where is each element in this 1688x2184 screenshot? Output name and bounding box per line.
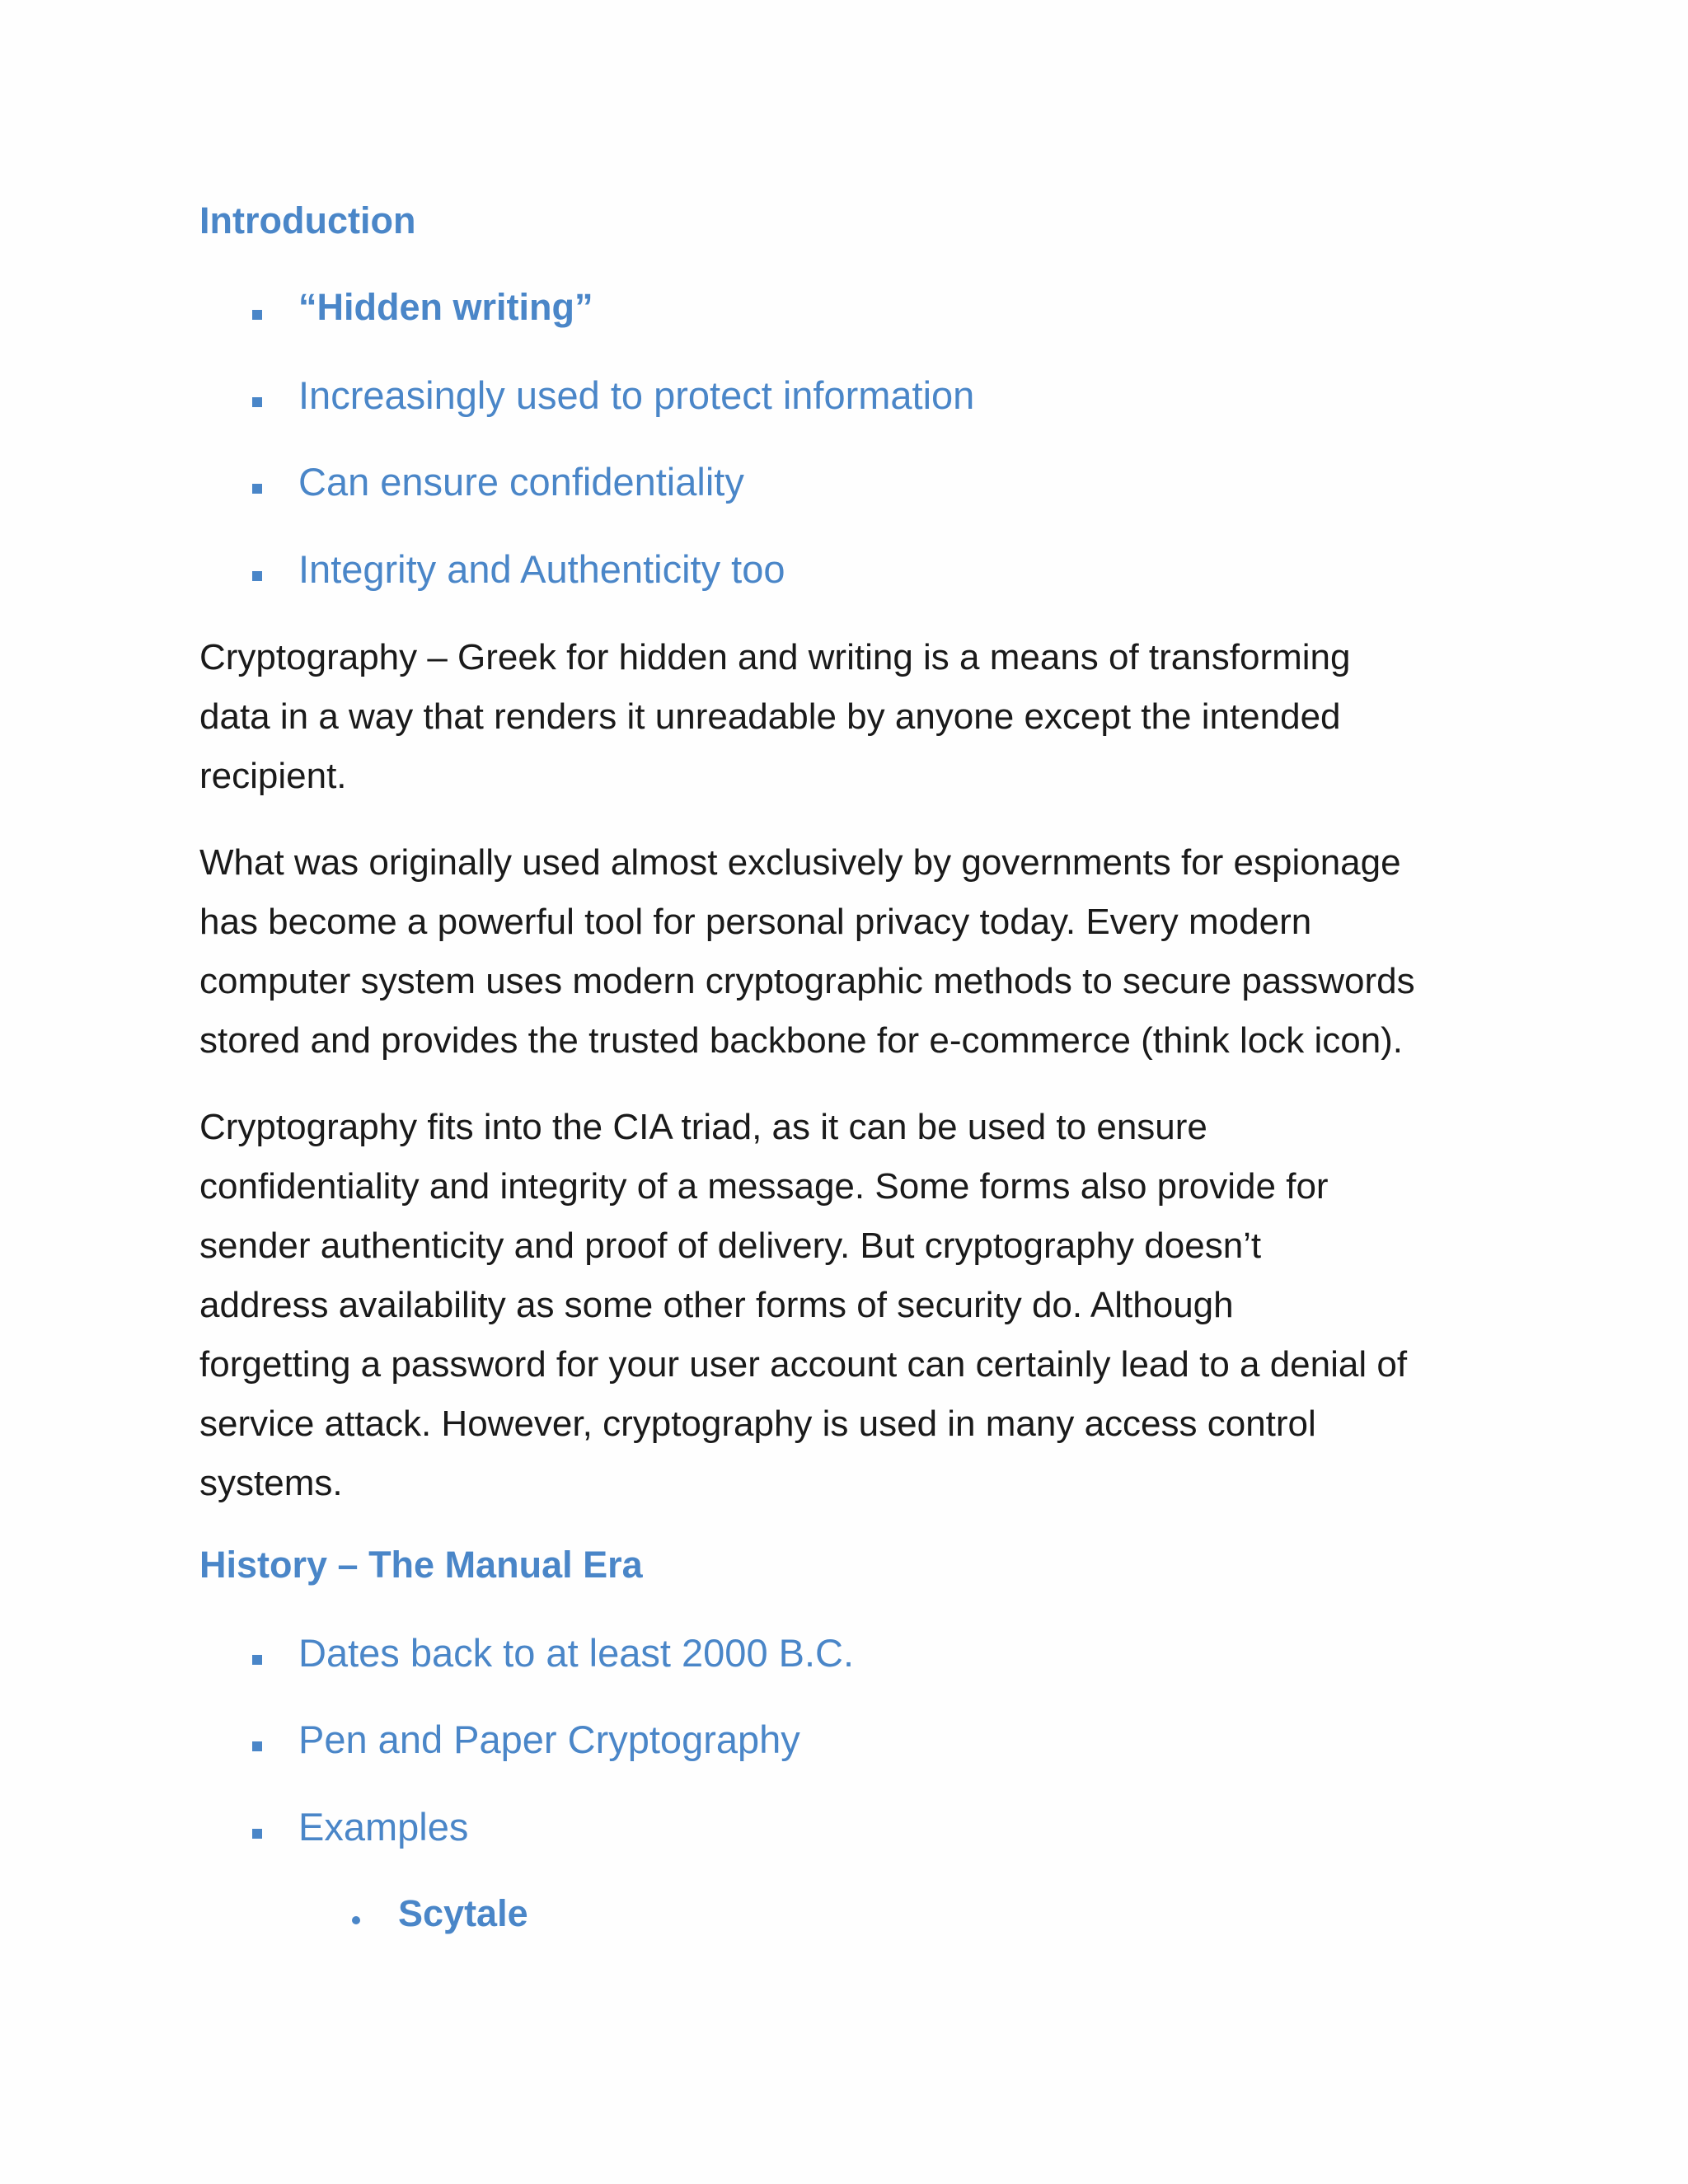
list-item xyxy=(252,1718,800,1761)
paragraph-line: computer system uses modern cryptographic methods to secure passwords xyxy=(199,961,1415,1001)
section-heading-history: History – The Manual Era xyxy=(199,1544,643,1586)
paragraph-line: systems. xyxy=(199,1463,343,1503)
list-item-text: Examples xyxy=(298,1805,469,1849)
list-item-text: Can ensure confidentiality xyxy=(298,460,744,504)
section-heading-introduction: Introduction xyxy=(199,199,416,241)
list-item-text: Pen and Paper Cryptography xyxy=(298,1718,800,1761)
list-item xyxy=(252,1805,469,1849)
square-bullet-icon xyxy=(252,1829,262,1839)
paragraph-line: stored and provides the trusted backbone for e-commerce (think lock icon). xyxy=(199,1020,1404,1061)
list-item xyxy=(252,1631,855,1675)
paragraph-line: forgetting a password for your user account can certainly lead to a denial of xyxy=(199,1344,1408,1385)
paragraph-line: recipient. xyxy=(199,756,347,796)
square-bullet-icon xyxy=(252,310,262,320)
body-paragraph xyxy=(199,833,1526,1071)
square-bullet-icon xyxy=(252,1655,262,1665)
list-item xyxy=(252,373,975,417)
list-item-text: Increasingly used to protect information xyxy=(298,373,975,417)
square-bullet-icon xyxy=(252,1741,262,1751)
paragraph-line: address availability as some other forms of security do. Although xyxy=(199,1285,1234,1325)
list-item xyxy=(252,460,744,504)
paragraph-line: confidentiality and integrity of a message. Some forms also provide for xyxy=(199,1166,1329,1207)
paragraph-line: Cryptography fits into the CIA triad, as it can be used to ensure xyxy=(199,1107,1207,1147)
paragraph-line: service attack. However, cryptography is used in many access control xyxy=(199,1404,1316,1444)
paragraph-line: Cryptography – Greek for hidden and writing is a means of transforming xyxy=(199,637,1351,677)
list-item-text: Integrity and Authenticity too xyxy=(298,547,785,591)
body-paragraph xyxy=(199,628,1526,806)
list-item-text: “Hidden writing” xyxy=(298,286,593,328)
list-item xyxy=(252,547,785,591)
sub-list-item-text: Scytale xyxy=(398,1892,528,1934)
square-bullet-icon xyxy=(252,397,262,407)
square-bullet-icon xyxy=(252,484,262,494)
sub-list-item xyxy=(352,1892,528,1934)
list-item xyxy=(252,286,593,328)
body-paragraph xyxy=(199,1098,1526,1513)
square-bullet-icon xyxy=(252,571,262,581)
paragraph-line: data in a way that renders it unreadable by anyone except the intended xyxy=(199,696,1341,737)
paragraph-line: has become a powerful tool for personal privacy today. Every modern xyxy=(199,902,1312,942)
paragraph-line: sender authenticity and proof of delivery. But cryptography doesn’t xyxy=(199,1226,1262,1266)
round-bullet-icon xyxy=(352,1916,360,1924)
list-item-text: Dates back to at least 2000 B.C. xyxy=(298,1631,855,1675)
paragraph-line: What was originally used almost exclusively by governments for espionage xyxy=(199,842,1401,883)
